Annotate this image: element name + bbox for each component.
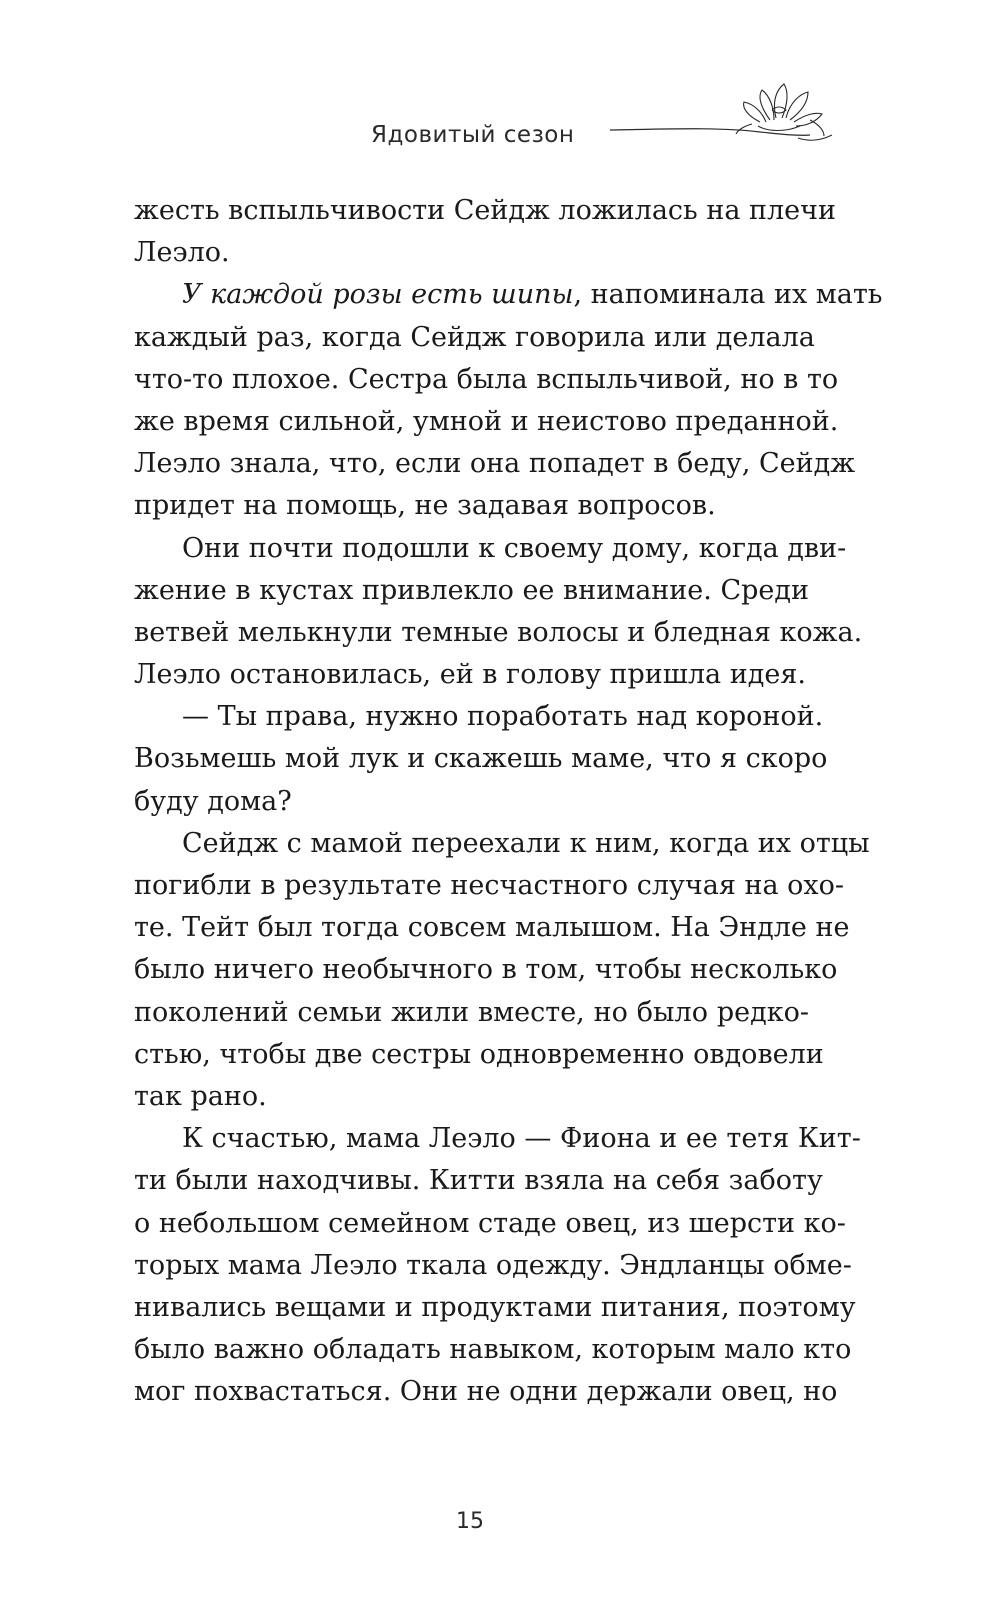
- text-line: каждый раз, когда Сейдж говорила или делала: [134, 321, 815, 353]
- text-line: стью, чтобы две сестры одновременно овдовели: [134, 1038, 824, 1070]
- text-line: было важно обладать навыком, которым мало кто: [134, 1334, 852, 1366]
- running-head: [0, 80, 1000, 160]
- paragraph-start-line: [134, 823, 870, 865]
- text-line: торых мама Леэло ткала одежду. Эндланцы обме-: [134, 1249, 852, 1281]
- text-line: мог похвастаться. Они не одни держали овец, но: [134, 1376, 838, 1408]
- text-line: нивались вещами и продуктами питания, поэтому: [134, 1291, 856, 1323]
- text-fragment: , напоминала их мать: [573, 279, 883, 311]
- paragraph-start-line: [134, 528, 847, 570]
- text-line: ветвей мелькнули темные волосы и бледная кожа.: [134, 616, 863, 648]
- text-line: было ничего необычного в том, чтобы несколько: [134, 954, 838, 986]
- text-line: же время сильной, умной и неистово преданной.: [134, 405, 839, 437]
- text-line: так рано.: [134, 1080, 267, 1112]
- page-body: [134, 190, 883, 1413]
- italic-quote: У каждой розы есть шипы: [182, 279, 574, 311]
- text-line: ти были находчивы. Китти взяла на себя заботу: [134, 1165, 823, 1197]
- paragraph-start-line: [134, 696, 824, 738]
- running-title: Ядовитый сезон: [371, 122, 575, 148]
- text-fragment: Они почти подошли к своему дому, когда дви-: [182, 532, 847, 564]
- text-fragment: Сейдж с мамой переехали к ним, когда их отцы: [182, 827, 870, 859]
- water-lily-icon: [610, 80, 860, 160]
- text-line: поколений семьи жили вместе, но было редко-: [134, 996, 809, 1028]
- text-line: придет на помощь, не задавая вопросов.: [134, 490, 716, 522]
- text-line: Леэло знала, что, если она попадет в беду, Сейдж: [134, 448, 856, 480]
- text-line: те. Тейт был тогда совсем малышом. На Эндле не: [134, 912, 850, 944]
- text-line: Возьмешь мой лук и скажешь маме, что я скоро: [134, 743, 828, 775]
- text-fragment: К счастью, мама Леэло — Фиона и ее тетя Кит-: [182, 1123, 861, 1155]
- paragraph-start-line: [134, 274, 883, 316]
- text-line: что-то плохое. Сестра была вспыльчивой, но в то: [134, 363, 839, 395]
- text-line: Леэло остановилась, ей в голову пришла идея.: [134, 659, 806, 691]
- text-line: жение в кустах привлекло ее внимание. Среди: [134, 574, 809, 606]
- page-number: 15: [456, 1509, 484, 1534]
- text-line: Леэло.: [134, 237, 230, 269]
- text-fragment: — Ты права, нужно поработать над короной.: [182, 701, 824, 733]
- text-line: о небольшом семейном стаде овец, из шерсти ко-: [134, 1207, 846, 1239]
- text-line: жесть вспыльчивости Сейдж ложилась на плечи: [134, 195, 836, 226]
- text-line: буду дома?: [134, 785, 292, 817]
- paragraph-start-line: [134, 1118, 861, 1160]
- text-line: погибли в результате несчастного случая на охо-: [134, 870, 845, 901]
